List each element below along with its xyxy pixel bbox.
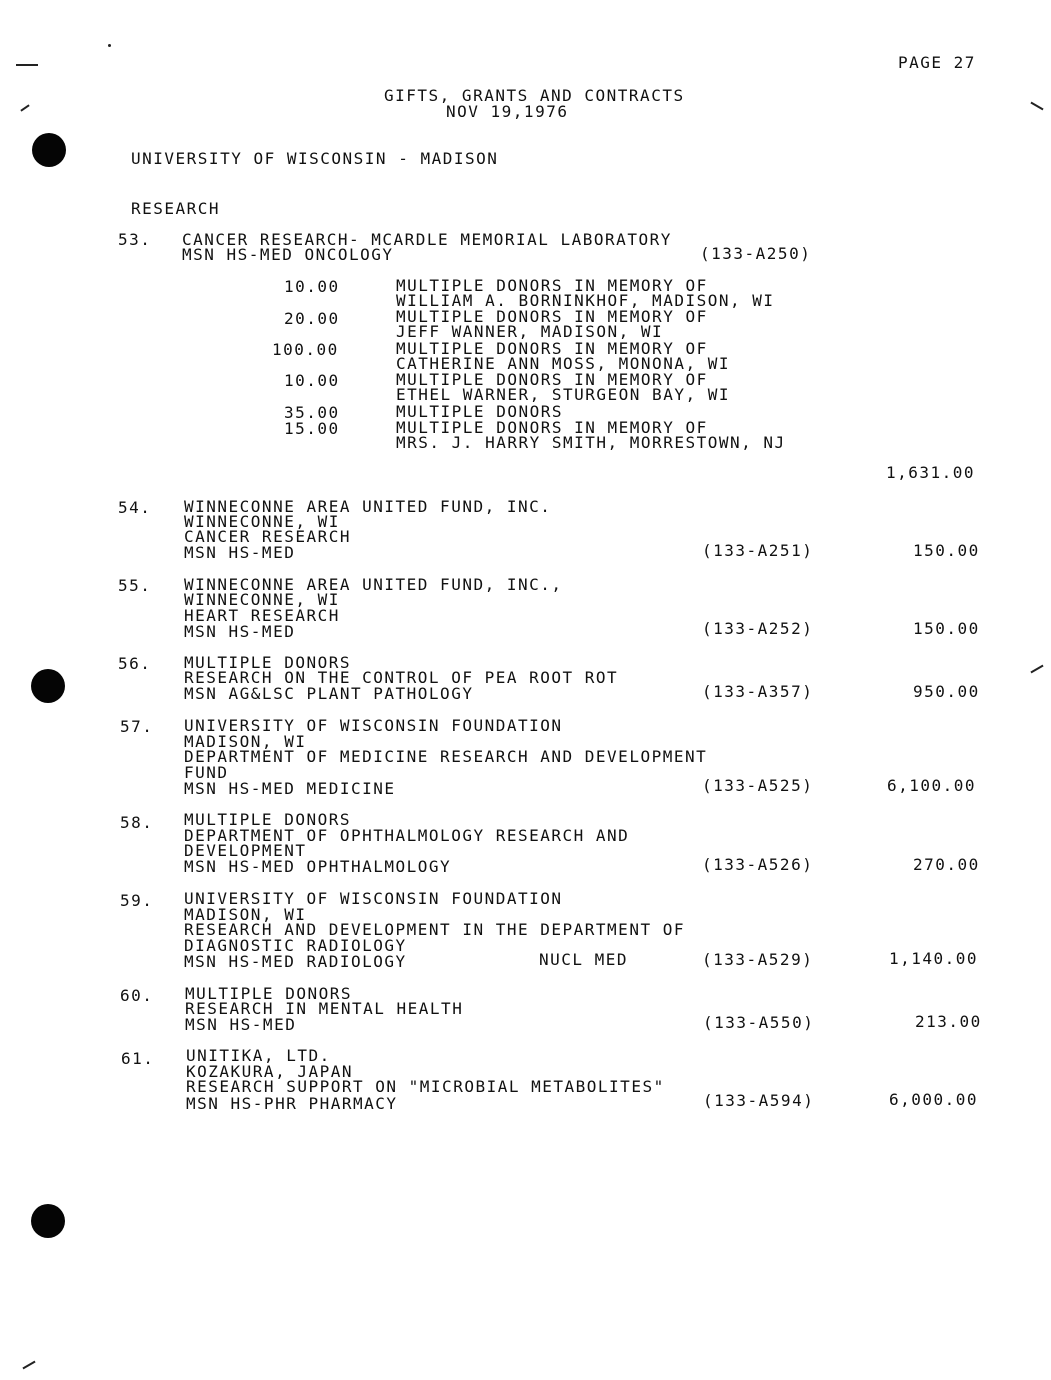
entry-line: MSN HS-MED [185, 1015, 297, 1034]
entry-total: 150.00 [913, 619, 980, 638]
gift-amount: 10.00 [284, 371, 340, 390]
entry-line: WINNECONNE, WI [184, 512, 340, 531]
gift-line: MULTIPLE DONORS IN MEMORY OF [396, 276, 708, 295]
section-heading: RESEARCH [131, 199, 221, 218]
entry-total: 950.00 [913, 682, 980, 701]
binder-hole-middle [31, 669, 65, 703]
gift-line: ETHEL WARNER, STURGEON BAY, WI [396, 385, 730, 404]
entry-line: RESEARCH IN MENTAL HEALTH [185, 999, 464, 1018]
entry-number: 55. [118, 576, 152, 595]
entry-line: MSN HS-MED ONCOLOGY [182, 245, 394, 264]
entry-total: 213.00 [915, 1012, 982, 1031]
gift-line: MRS. J. HARRY SMITH, MORRESTOWN, NJ [396, 433, 786, 452]
entry-line: FUND [184, 763, 229, 782]
entry-number: 61. [121, 1049, 155, 1068]
entry-line: MULTIPLE DONORS [184, 810, 351, 829]
entry-line: HEART RESEARCH [184, 606, 340, 625]
entry-line: DEVELOPMENT [184, 841, 307, 860]
entry-total: 6,100.00 [887, 776, 977, 795]
entry-line: MSN AG&LSC PLANT PATHOLOGY [184, 684, 474, 703]
entry-line: WINNECONNE, WI [184, 590, 340, 609]
entry-total: 6,000.00 [889, 1090, 979, 1109]
entry-line: MSN HS-MED [184, 543, 296, 562]
account-code: (133-A357) [702, 682, 814, 701]
gift-amount: 10.00 [284, 277, 340, 296]
scan-mark [20, 104, 29, 111]
entry-line: CANCER RESEARCH [184, 527, 351, 546]
entry-line: MULTIPLE DONORS [185, 984, 352, 1003]
entry-line: RESEARCH SUPPORT ON "MICROBIAL METABOLITES" [186, 1077, 665, 1096]
entry-line: MADISON, WI [184, 732, 307, 751]
entry-line: MSN HS-MED RADIOLOGY [184, 952, 407, 971]
entry-line: UNIVERSITY OF WISCONSIN FOUNDATION [184, 716, 563, 735]
gift-line: MULTIPLE DONORS IN MEMORY OF [396, 370, 708, 389]
account-code: (133-A252) [702, 619, 814, 638]
entry-total: 1,631.00 [886, 463, 976, 482]
entry-line: RESEARCH AND DEVELOPMENT IN THE DEPARTMENT OF [184, 920, 685, 939]
entry-line: DEPARTMENT OF OPHTHALMOLOGY RESEARCH AND [184, 826, 630, 845]
entry-line: DIAGNOSTIC RADIOLOGY [184, 936, 407, 955]
entry-line: MSN HS-MED OPHTHALMOLOGY [184, 857, 452, 876]
gift-amount: 20.00 [284, 309, 340, 328]
entry-number: 59. [120, 891, 154, 910]
document-title: GIFTS, GRANTS AND CONTRACTS [384, 86, 685, 105]
entry-line: WINNECONNE AREA UNITED FUND, INC. [184, 497, 552, 516]
gift-line: MULTIPLE DONORS IN MEMORY OF [396, 307, 708, 326]
account-code: (133-A250) [700, 244, 812, 263]
gift-line: JEFF WANNER, MADISON, WI [396, 322, 664, 341]
entry-line: UNIVERSITY OF WISCONSIN FOUNDATION [184, 889, 563, 908]
entry-total: 1,140.00 [889, 949, 979, 968]
entry-total: 270.00 [913, 855, 980, 874]
entry-line: WINNECONNE AREA UNITED FUND, INC., [184, 575, 563, 594]
scan-mark [108, 44, 111, 47]
entry-line: CANCER RESEARCH- MCARDLE MEMORIAL LABORATORY [182, 230, 672, 249]
scan-mark [16, 64, 38, 66]
gift-line: MULTIPLE DONORS IN MEMORY OF [396, 418, 708, 437]
account-code: (133-A525) [702, 776, 814, 795]
binder-hole-bottom [31, 1204, 65, 1238]
entry-number: 60. [120, 986, 154, 1005]
page-number: PAGE 27 [898, 53, 976, 72]
gift-line: MULTIPLE DONORS [396, 402, 563, 421]
gift-amount: 15.00 [284, 419, 340, 438]
scan-mark [22, 1361, 35, 1370]
document-date: NOV 19,1976 [446, 102, 569, 121]
gift-line: MULTIPLE DONORS IN MEMORY OF [396, 339, 708, 358]
entry-total: 150.00 [913, 541, 980, 560]
gift-amount: 35.00 [284, 403, 340, 422]
account-code: (133-A251) [702, 541, 814, 560]
account-code: (133-A550) [703, 1013, 815, 1032]
binder-hole-top [32, 133, 66, 167]
entry-line: DEPARTMENT OF MEDICINE RESEARCH AND DEVELOPMENT [184, 747, 708, 766]
institution-name: UNIVERSITY OF WISCONSIN - MADISON [131, 149, 499, 168]
entry-number: 53. [118, 230, 152, 249]
entry-line: MSN HS-PHR PHARMACY [186, 1094, 398, 1113]
account-code: (133-A594) [703, 1091, 815, 1110]
entry-line: MSN HS-MED MEDICINE [184, 779, 396, 798]
entry-number: 56. [118, 654, 152, 673]
account-code: (133-A526) [702, 855, 814, 874]
entry-number: 57. [120, 717, 154, 736]
entry-number: 58. [120, 813, 154, 832]
entry-number: 54. [118, 498, 152, 517]
entry-line: MADISON, WI [184, 905, 307, 924]
entry-extra: NUCL MED [539, 950, 629, 969]
account-code: (133-A529) [702, 950, 814, 969]
entry-line: KOZAKURA, JAPAN [186, 1062, 353, 1081]
scan-mark [1030, 665, 1043, 674]
entry-line: MULTIPLE DONORS [184, 653, 351, 672]
entry-line: RESEARCH ON THE CONTROL OF PEA ROOT ROT [184, 668, 619, 687]
gift-line: CATHERINE ANN MOSS, MONONA, WI [396, 354, 730, 373]
scan-mark [1030, 102, 1043, 111]
entry-line: UNITIKA, LTD. [186, 1046, 331, 1065]
gift-amount: 100.00 [272, 340, 339, 359]
gift-line: WILLIAM A. BORNINKHOF, MADISON, WI [396, 291, 775, 310]
entry-line: MSN HS-MED [184, 622, 296, 641]
